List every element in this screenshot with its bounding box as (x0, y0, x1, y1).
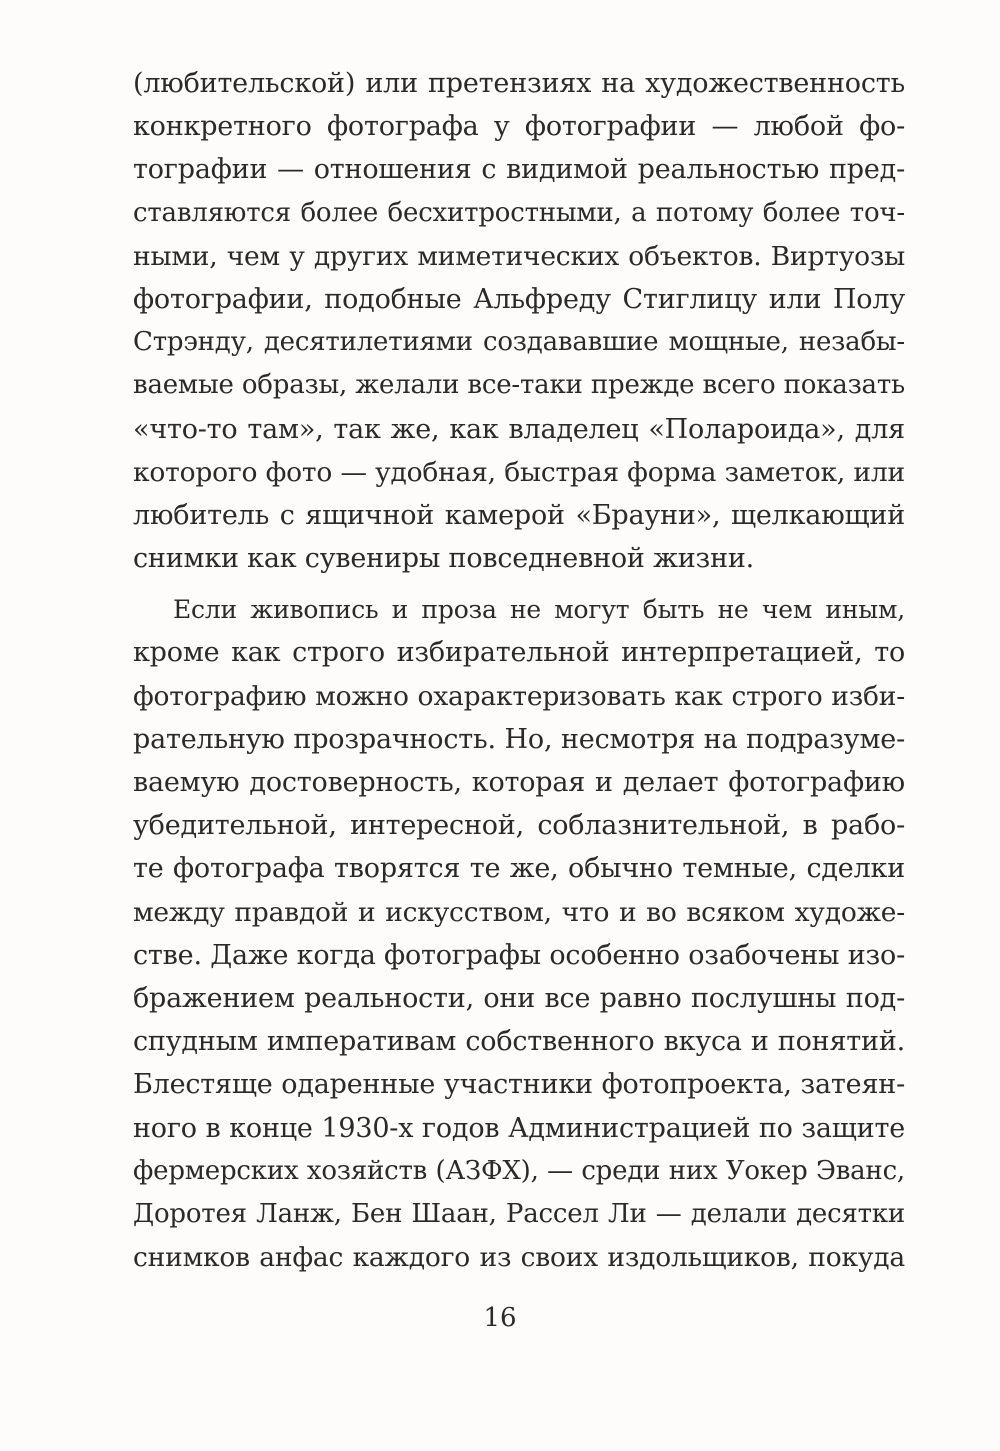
text-line: бражением реальности, они все равно послушны под- (133, 982, 905, 1014)
text-line: любитель с ящичной камерой «Брауни», щелкающий (133, 499, 905, 531)
text-line: ваемые образы, желали все-таки прежде всего показать (133, 370, 905, 401)
text-line: те фотографа творятся те же, обычно темные, сделки (133, 853, 905, 885)
paragraph-1 (133, 62, 905, 580)
text-line: фотографию можно охарактеризовать как строго изби- (133, 680, 905, 712)
text-line: ваемую достоверность, которая и делает фотографию (133, 767, 905, 798)
text-line: убедительной, интересной, соблазнительной, в рабо- (133, 810, 905, 842)
text-line: Если живопись и проза не могут быть не чем иным, (173, 595, 905, 625)
text-line: которого фото — удобная, быстрая форма заметок, или (133, 456, 905, 488)
text-line: Стрэнду, десятилетиями создававшие мощные, незабы- (133, 327, 905, 358)
text-line: стве. Даже когда фотографы особенно озабочены изо- (133, 939, 906, 971)
text-line: фотографии, подобные Альфреду Стиглицу или Полу (133, 283, 905, 315)
page-number: 16 (483, 1303, 517, 1333)
text-line: «что-то там», так же, как владелец «Полароида», для (133, 413, 905, 445)
text-line: ными, чем у других миметических объектов. Виртуозы (133, 240, 905, 272)
text-line: рательную прозрачность. Но, несмотря на подразуме- (133, 723, 905, 755)
text-line: спудным императивам собственного вкуса и понятий. (133, 1026, 905, 1058)
text-line: тографии — отношения с видимой реальностью пред- (133, 154, 905, 186)
text-line: (любительской) или претензиях на художественность (133, 68, 905, 99)
text-line: фермерских хозяйств (АЗФХ), — среди них Уокер Эванс, (133, 1155, 905, 1186)
body-text (133, 62, 905, 1279)
text-line: снимков анфас каждого из своих издольщиков, покуда (133, 1242, 905, 1274)
text-line: снимки как сувениры повседневной жизни. (133, 543, 755, 575)
text-line: Блестяще одаренные участники фотопроекта, затеян- (133, 1069, 905, 1101)
text-line: Доротея Ланж, Бен Шаан, Рассел Ли — делали десятки (133, 1198, 905, 1229)
text-line: между правдой и искусством, что и во всяком художе- (133, 896, 905, 928)
text-line: ного в конце 1930-х годов Администрацией по защите (133, 1112, 905, 1144)
text-line: ставляются более бесхитростными, а потому более точ- (133, 197, 905, 228)
text-line: кроме как строго избирательной интерпретацией, то (133, 637, 905, 669)
text-line: конкретного фотографа у фотографии — любой фо- (133, 111, 905, 143)
paragraph-2 (133, 588, 905, 1279)
